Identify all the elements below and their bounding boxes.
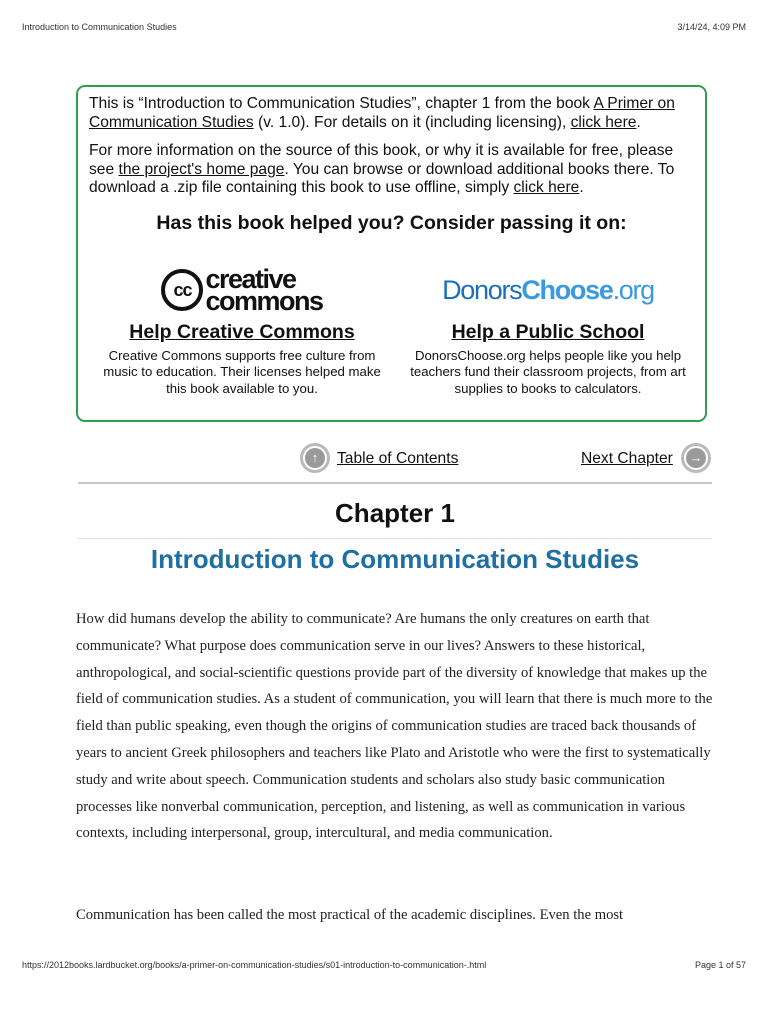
print-footer: [22, 960, 746, 970]
cc-mark-icon: cc: [161, 269, 203, 311]
print-header: [22, 22, 746, 32]
creative-commons-logo[interactable]: cc creative commons: [92, 259, 392, 321]
download-zip-link[interactable]: click here: [513, 179, 580, 197]
book-notice-box: [76, 85, 707, 422]
help-public-school-link[interactable]: Help a Public School: [451, 321, 645, 343]
table-of-contents-link[interactable]: Table of Contents: [337, 450, 459, 467]
help-creative-commons-link[interactable]: Help Creative Commons: [129, 321, 355, 343]
project-home-link[interactable]: the project's home page: [118, 160, 285, 178]
donorschoose-block: [398, 259, 698, 397]
donorschoose-description: DonorsChoose.org helps people like you help teachers fund their classroom projects, from art supplies to books to calculators.: [410, 347, 686, 396]
donorschoose-logo[interactable]: DonorsChoose.org: [442, 274, 654, 305]
print-header-datetime: 3/14/24, 4:09 PM: [677, 22, 746, 32]
notice-paragraph-2: For more information on the source of this book, or why it is available for free, please see the project's home page. You can browse or download additional books there. To download a .zip file containing this book to use offline, simply click here.: [89, 142, 675, 197]
divider-thin: [78, 538, 712, 539]
notice-paragraph-1: This is “Introduction to Communication Studies”, chapter 1 from the book A Primer on Communication Studies (v. 1.0). For details on it (including licensing), click here.: [89, 95, 675, 131]
chapter-title: Introduction to Communication Studies: [150, 544, 640, 574]
body-paragraph-2: Communication has been called the most practical of the academic disciplines. Even the most: [76, 907, 624, 923]
print-header-title: Introduction to Communication Studies: [22, 22, 177, 32]
creative-commons-block: [92, 259, 392, 397]
licensing-link[interactable]: click here: [570, 113, 637, 131]
book-link[interactable]: A Primer on Communication Studies: [89, 95, 675, 131]
up-arrow-icon: ↑: [305, 448, 325, 468]
next-chapter-button[interactable]: [681, 443, 711, 473]
chapter-label: Chapter 1: [335, 498, 455, 528]
page-url: https://2012books.lardbucket.org/books/a-primer-on-communication-studies/s01-introduction-to-communication-.html: [22, 960, 487, 970]
next-chapter-link[interactable]: Next Chapter: [581, 450, 673, 467]
chapter-navigation: [0, 442, 768, 476]
right-arrow-icon: →: [686, 448, 706, 468]
page-number: Page 1 of 57: [694, 960, 746, 970]
table-of-contents-button[interactable]: [300, 443, 330, 473]
pass-it-on-heading: Has this book helped you? Consider passing it on:: [156, 211, 627, 234]
body-paragraph-1: How did humans develop the ability to communicate? Are humans the only creatures on earth that communicate? What purpose does communication serve in our lives? Answers to these historical, anthropological, and social-scientific questions provide part of the diversity of knowledge that makes up the field of communication studies. As a student of communication, you will learn that there is much more to the field than public speaking, even though the origins of communication studies are traced back thousands of years to ancient Greek philosophers and teachers like Plato and Aristotle who were the first to systematically study and write about speech. Communication students and scholars also study basic communication processes like nonverbal communication, perception, and listening, as well as communication in various contexts, including interpersonal, group, intercultural, and media communication.: [76, 611, 713, 842]
creative-commons-description: Creative Commons supports free culture from music to education. Their licenses helped make this book available to you.: [103, 347, 381, 396]
divider: [78, 482, 712, 484]
